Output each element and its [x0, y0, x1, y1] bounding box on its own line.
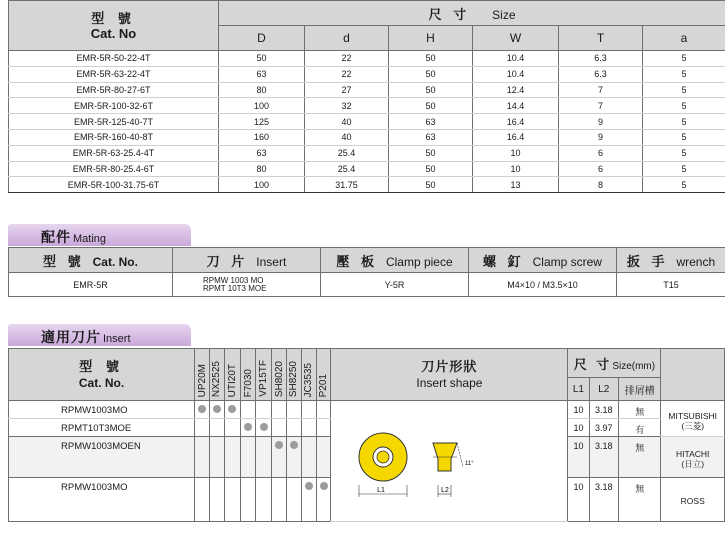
size-cell: 50 — [389, 145, 473, 161]
l1-cell: 10 — [568, 401, 589, 419]
mating-insert-cell: RPMW 1003 MO RPMT 10T3 MOE — [173, 273, 321, 297]
l1-label: L1 — [377, 487, 386, 494]
size-cell: 100 — [219, 177, 305, 193]
table-row — [9, 51, 725, 67]
maker-name: HITACHI — [676, 448, 710, 459]
grade-cell — [301, 401, 316, 419]
table-row — [9, 177, 725, 193]
size-cell: 63 — [389, 114, 473, 130]
grade-header: UP20M — [195, 349, 210, 401]
insert-table — [8, 348, 725, 522]
size-cell: 50 — [389, 161, 473, 177]
mating-screw-cell: M4×10 / M3.5×10 — [469, 273, 617, 297]
maker-subname: (三菱) — [681, 420, 705, 431]
grade-cell — [240, 419, 256, 437]
l2-cell: 3.97 — [589, 419, 619, 437]
size-cell: 50 — [389, 51, 473, 67]
grade-cell — [272, 437, 287, 477]
size-table-body — [9, 51, 725, 193]
size-cell: 5 — [643, 129, 725, 145]
angle-label: 11° — [465, 461, 475, 467]
mating-screw-header: 螺 釘 Clamp screw — [469, 248, 617, 273]
size-cell: 6.3 — [559, 66, 643, 82]
grade-cell — [287, 419, 302, 437]
table-row — [9, 401, 725, 419]
insert-shape-drawing — [331, 401, 568, 522]
size-cell: 50 — [389, 177, 473, 193]
size-cell: 160 — [219, 129, 305, 145]
grade-header: SH8020 — [272, 349, 287, 401]
insert-table-body — [9, 401, 725, 522]
size-cell: 100 — [219, 98, 305, 114]
table-row — [9, 98, 725, 114]
grade-cell — [301, 477, 316, 521]
size-cell: 16.4 — [473, 129, 559, 145]
grade-cell — [287, 477, 302, 521]
maker-cell — [661, 401, 725, 437]
size-cell: 13 — [473, 177, 559, 193]
mating-table — [8, 247, 725, 297]
size-cell: 63 — [389, 129, 473, 145]
size-cell: 10.4 — [473, 51, 559, 67]
model-cell: EMR-5R-63-25.4-4T — [9, 145, 219, 161]
grade-cell — [209, 419, 224, 437]
grade-cell — [316, 419, 331, 437]
size-cell: 5 — [643, 177, 725, 193]
l2-cell: 3.18 — [589, 437, 619, 477]
model-cell: EMR-5R-160-40-8T — [9, 129, 219, 145]
size-cell: 50 — [389, 98, 473, 114]
grade-cell — [316, 401, 331, 419]
grade-cell — [301, 419, 316, 437]
size-cell: 63 — [219, 66, 305, 82]
size-header: 尺 寸 Size — [219, 1, 725, 26]
grade-cell — [272, 419, 287, 437]
grade-cell — [316, 437, 331, 477]
mating-insert-header: 刀 片 Insert — [173, 248, 321, 273]
size-cell: 50 — [219, 51, 305, 67]
size-cell: 6 — [559, 161, 643, 177]
size-cell: 7 — [559, 98, 643, 114]
model-cell: EMR-5R-50-22-4T — [9, 51, 219, 67]
grade-header: UTI20T — [224, 349, 240, 401]
chip-groove-cell: 有 — [619, 419, 661, 437]
maker-header — [661, 349, 725, 401]
l2-header: L2 — [589, 378, 619, 401]
size-cell: 5 — [643, 98, 725, 114]
mating-model-header: 型 號 Cat. No. — [9, 248, 173, 273]
grade-cell — [209, 437, 224, 477]
size-cell: 5 — [643, 114, 725, 130]
grade-header: F7030 — [240, 349, 256, 401]
grade-cell — [316, 477, 331, 521]
grade-cell — [240, 477, 256, 521]
l1-cell: 10 — [568, 419, 589, 437]
size-cell: 25.4 — [305, 145, 389, 161]
chip-groove-cell: 無 — [619, 437, 661, 477]
size-cell: 31.75 — [305, 177, 389, 193]
grade-cell — [224, 437, 240, 477]
size-cell: 9 — [559, 114, 643, 130]
size-cell: 25.4 — [305, 161, 389, 177]
model-header: 型 號 Cat. No — [9, 1, 219, 51]
applicable-dot-icon — [320, 482, 328, 490]
grade-cell — [256, 437, 272, 477]
size-cell: 63 — [219, 145, 305, 161]
grade-cell — [272, 401, 287, 419]
grade-cell — [240, 437, 256, 477]
size-cell: 125 — [219, 114, 305, 130]
grade-cell — [240, 401, 256, 419]
l2-cell: 3.18 — [589, 401, 619, 419]
l2-cell: 3.18 — [589, 477, 619, 521]
mating-section-tab: 配件 Mating — [8, 224, 191, 246]
mating-clamp-cell: Y-5R — [321, 273, 469, 297]
grade-header: NX2525 — [209, 349, 224, 401]
size-cell: 6.3 — [559, 51, 643, 67]
l1-header: L1 — [568, 378, 589, 401]
table-row — [9, 161, 725, 177]
mating-wrench-header: 扳 手 wrench — [617, 248, 725, 273]
insert-shape-header: 刀片形狀 Insert shape — [331, 349, 568, 401]
applicable-dot-icon — [244, 423, 252, 431]
l1-cell: 10 — [568, 477, 589, 521]
model-cell: EMR-5R-100-32-6T — [9, 98, 219, 114]
insert-model-cell: RPMW1003MO — [9, 477, 195, 521]
insert-model-cell: RPMW1003MOEN — [9, 437, 195, 477]
size-cell: 5 — [643, 82, 725, 98]
grade-cell — [195, 437, 210, 477]
applicable-dot-icon — [290, 441, 298, 449]
grade-header: P201 — [316, 349, 331, 401]
size-cell: 27 — [305, 82, 389, 98]
model-cell: EMR-5R-100-31.75-6T — [9, 177, 219, 193]
size-cell: 80 — [219, 161, 305, 177]
column-header: d — [305, 26, 389, 51]
maker-subname: (日立) — [681, 458, 705, 469]
grade-cell — [195, 419, 210, 437]
size-cell: 10 — [473, 145, 559, 161]
size-cell: 22 — [305, 66, 389, 82]
model-cell: EMR-5R-125-40-7T — [9, 114, 219, 130]
grade-cell — [272, 477, 287, 521]
l2-label: L2 — [441, 487, 450, 494]
grade-cell — [224, 477, 240, 521]
size-cell: 5 — [643, 51, 725, 67]
grade-cell — [195, 477, 210, 521]
grade-cell — [256, 401, 272, 419]
size-cell: 8 — [559, 177, 643, 193]
size-cell: 80 — [219, 82, 305, 98]
model-cell: EMR-5R-80-25.4-6T — [9, 161, 219, 177]
table-row — [9, 82, 725, 98]
table-row — [9, 114, 725, 130]
model-cell: EMR-5R-80-27-6T — [9, 82, 219, 98]
l1-cell: 10 — [568, 437, 589, 477]
column-header: D — [219, 26, 305, 51]
grade-cell — [287, 401, 302, 419]
grade-cell — [209, 401, 224, 419]
maker-cell — [661, 477, 725, 521]
applicable-dot-icon — [260, 423, 268, 431]
size-cell: 40 — [305, 129, 389, 145]
insert-section-tab: 適用刀片 Insert — [8, 324, 191, 346]
insert-shape-icon — [331, 401, 553, 519]
grade-cell — [195, 401, 210, 419]
size-cell: 5 — [643, 161, 725, 177]
applicable-dot-icon — [198, 405, 206, 413]
maker-name: ROSS — [680, 496, 705, 507]
mating-wrench-cell: T15 — [617, 273, 725, 297]
size-cell: 12.4 — [473, 82, 559, 98]
size-cell: 10.4 — [473, 66, 559, 82]
mating-model-cell: EMR-5R — [9, 273, 173, 297]
size-cell: 50 — [389, 82, 473, 98]
size-cell: 7 — [559, 82, 643, 98]
insert-size-header: 尺 寸Size(mm) — [568, 349, 661, 378]
chip-groove-header: 排屑槽 — [619, 378, 661, 401]
table-row — [9, 66, 725, 82]
chip-groove-cell: 無 — [619, 477, 661, 521]
size-cell: 32 — [305, 98, 389, 114]
column-header: W — [473, 26, 559, 51]
size-cell: 16.4 — [473, 114, 559, 130]
table-row — [9, 129, 725, 145]
applicable-dot-icon — [275, 441, 283, 449]
size-cell: 14.4 — [473, 98, 559, 114]
size-cell: 10 — [473, 161, 559, 177]
size-cell: 5 — [643, 145, 725, 161]
grade-header: SH8250 — [287, 349, 302, 401]
insert-model-header: 型 號 Cat. No. — [9, 349, 195, 401]
grade-cell — [256, 419, 272, 437]
grade-cell — [209, 477, 224, 521]
maker-cell — [661, 437, 725, 477]
grade-header: JC3535 — [301, 349, 316, 401]
grade-cell — [301, 437, 316, 477]
grade-cell — [224, 401, 240, 419]
size-cell: 5 — [643, 66, 725, 82]
applicable-dot-icon — [228, 405, 236, 413]
model-cell: EMR-5R-63-22-4T — [9, 66, 219, 82]
size-table — [8, 0, 725, 193]
grade-cell — [287, 437, 302, 477]
insert-model-cell: RPMT10T3MOE — [9, 419, 195, 437]
size-cell: 9 — [559, 129, 643, 145]
size-cell: 40 — [305, 114, 389, 130]
applicable-dot-icon — [305, 482, 313, 490]
chip-groove-cell: 無 — [619, 401, 661, 419]
size-cell: 50 — [389, 66, 473, 82]
maker-name: MITSUBISHI — [668, 410, 718, 421]
grade-cell — [224, 419, 240, 437]
column-header: H — [389, 26, 473, 51]
applicable-dot-icon — [213, 405, 221, 413]
size-cell: 6 — [559, 145, 643, 161]
grade-header: VP15TF — [256, 349, 272, 401]
mating-clamp-header: 壓 板 Clamp piece — [321, 248, 469, 273]
column-header: a — [643, 26, 725, 51]
insert-model-cell: RPMW1003MO — [9, 401, 195, 419]
size-cell: 22 — [305, 51, 389, 67]
table-row — [9, 145, 725, 161]
column-header: T — [559, 26, 643, 51]
grade-cell — [256, 477, 272, 521]
